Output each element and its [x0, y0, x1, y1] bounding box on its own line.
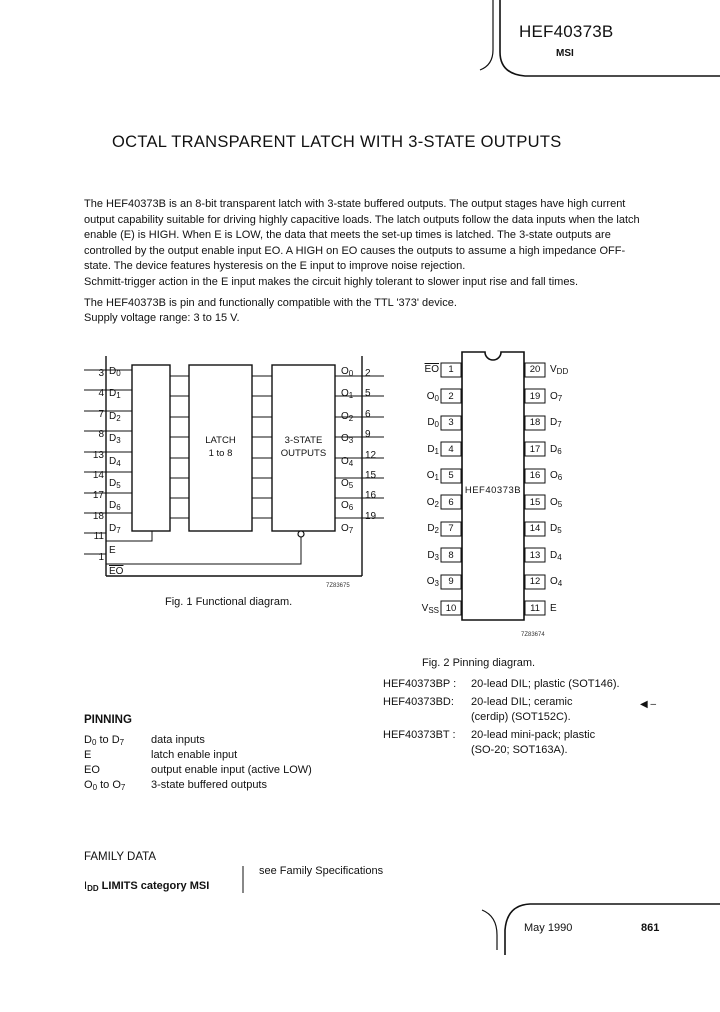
package-item	[383, 695, 620, 710]
pinning-desc: 3-state buffered outputs	[151, 779, 267, 791]
input-label-d4: $D_4$	[109, 455, 121, 468]
pin-name: $O_3$	[426, 576, 439, 588]
pinning-diagram	[415, 350, 595, 650]
pinning-key: EO	[84, 764, 100, 776]
pin-number: 17	[529, 443, 541, 455]
output-label-o4: $O_4$	[341, 455, 354, 468]
output-label-o3: $O_3$	[341, 433, 354, 446]
pinning-desc: data inputs	[151, 734, 205, 746]
pinning-row	[84, 764, 312, 776]
input-label-eo: $\overline{EO}$	[109, 565, 124, 577]
pin-number: 9	[448, 576, 454, 587]
pinning-heading: PINNING	[84, 714, 132, 726]
pin-name: $D_3$	[427, 549, 439, 562]
pin-number: 4	[98, 388, 104, 400]
pinning-key: $D_0$ to $D_7$	[84, 734, 125, 747]
pin-number: 3	[448, 417, 454, 428]
pin-number: 19	[365, 510, 377, 522]
latch-label: LATCH	[205, 435, 236, 446]
package-part: HEF40373BD:	[383, 696, 454, 708]
figure-code: 7Z83675	[326, 583, 350, 589]
figure-code: 7Z83674	[521, 632, 545, 638]
pin-number: 6	[448, 496, 454, 508]
input-label-d5: $D_5$	[109, 478, 121, 491]
pin-name: $O_5$	[550, 496, 563, 509]
pin-name: $D_4$	[550, 549, 562, 562]
category-label: MSI	[556, 48, 574, 59]
fig1-caption: Fig. 1 Functional diagram.	[165, 596, 293, 608]
pin-name: $V_{SS}$	[421, 602, 439, 615]
package-item-cont	[383, 710, 620, 725]
functional-diagram	[84, 356, 384, 606]
pin-name: $O_2$	[426, 496, 439, 509]
right-pin-names	[550, 363, 568, 628]
pinning-row	[84, 749, 237, 761]
pin-number: 7	[98, 408, 104, 420]
latch-range-label: 1 to 8	[208, 448, 233, 459]
left-pin-names	[415, 363, 439, 628]
pin-number: 2	[365, 368, 371, 379]
input-label-d3: $D_3$	[109, 433, 121, 446]
pin-number: 19	[529, 390, 541, 402]
output-block-label	[272, 434, 335, 460]
part-number: HEF40373B	[519, 22, 614, 41]
description-p4: Supply voltage range: 3 to 15 V.	[84, 312, 240, 325]
input-pin-numbers	[88, 364, 104, 568]
chip-label: HEF40373B	[464, 485, 522, 496]
package-part: HEF40373BP :	[383, 678, 457, 690]
pin-name: $D_0$	[427, 417, 439, 429]
idd-limits-label: $I_{DD}$ LIMITS category MSI	[84, 880, 210, 893]
right-pin-numbers	[525, 363, 545, 628]
pin-number: 16	[365, 490, 377, 502]
pinning-row	[84, 734, 205, 747]
pin-number: 1	[98, 551, 104, 563]
input-label-d7: $D_7$	[109, 522, 121, 535]
pinning-row	[84, 779, 267, 792]
pin-name: $O_4$	[550, 576, 563, 588]
pin-name: $D_5$	[550, 523, 562, 535]
pin-name: $O_6$	[550, 470, 563, 482]
pin-name: $D_1$	[427, 443, 439, 456]
output-labels	[341, 362, 353, 541]
fig2-caption: Fig. 2 Pinning diagram.	[422, 657, 536, 669]
pin-number: 10	[445, 602, 457, 614]
pin-name: $O_0$	[426, 390, 439, 403]
pin-number: 15	[529, 496, 541, 508]
output-label: 3-STATE	[284, 435, 323, 446]
footer-date: May 1990	[524, 922, 573, 934]
pin-name: $D_6$	[550, 443, 562, 456]
pin-number: 9	[365, 429, 371, 441]
package-desc: 20-lead DIL; plastic (SOT146).	[471, 678, 620, 690]
functional-diagram-lines	[84, 356, 384, 596]
output-label-2: OUTPUTS	[280, 448, 327, 459]
pin-number: 8	[448, 549, 454, 561]
document-title: OCTAL TRANSPARENT LATCH WITH 3-STATE OUTPUTS	[112, 133, 562, 151]
description-p1: The HEF40373B is an 8-bit transparent latch with 3-state buffered outputs. The output stages have high current output capability suitable for driving highly capacitive loads. The latch outputs follow the data inputs when the latch enable (E) is HIGH. When E is LOW, the data that meets the set-up times is latched. The 3-state outputs are controlled by the output enable input EO. A HIGH on EO causes the outputs to assume a high impedance OFF-state. The device features hysteresis on the E input to improve noise rejection.	[84, 198, 640, 273]
package-item-cont	[383, 743, 620, 758]
pin-number: 12	[365, 449, 377, 461]
pinning-key: $O_0$ to $O_7$	[84, 779, 126, 792]
package-desc: 20-lead DIL; ceramic	[471, 696, 573, 708]
pin-name: $D_7$	[550, 417, 562, 429]
pin-number: 18	[529, 417, 541, 428]
pin-number: 18	[92, 510, 104, 522]
pin-number: 14	[529, 523, 541, 534]
pin-name: $\overline{EO}$	[424, 364, 439, 375]
margin-arrow-icon: ◀ –	[640, 699, 657, 710]
pin-number: 15	[365, 470, 377, 482]
pinning-key: E	[84, 749, 92, 761]
pin-number: 12	[529, 576, 541, 587]
input-label-e: E	[109, 545, 116, 557]
output-label-o0: $O_0$	[341, 366, 354, 378]
pin-number: 5	[448, 470, 454, 481]
description-p2: Schmitt-trigger action in the E input makes the circuit highly tolerant to slower input rise and fall times.	[84, 275, 579, 288]
pin-name: E	[550, 602, 557, 614]
package-item	[383, 728, 620, 743]
pin-name: $O_1$	[426, 470, 439, 482]
pin-number: 11	[530, 602, 540, 614]
family-spec-reference: see Family Specifications	[259, 865, 384, 877]
output-label-o2: $O_2$	[341, 410, 354, 423]
package-desc: (cerdip) (SOT152C).	[471, 711, 571, 723]
pinning-desc: latch enable input	[151, 749, 238, 761]
package-desc: (SO-20; SOT163A).	[471, 744, 568, 756]
input-label-d0: $D_0$	[109, 366, 121, 378]
pin-number: 20	[529, 364, 541, 375]
family-data-heading: FAMILY DATA	[84, 851, 156, 863]
package-desc: 20-lead mini-pack; plastic	[471, 729, 596, 741]
output-label-o5: $O_5$	[341, 478, 354, 491]
input-label-d1: $D_1$	[109, 388, 121, 401]
input-labels	[109, 362, 123, 582]
package-item	[383, 677, 620, 692]
pin-number: 4	[448, 443, 454, 455]
pin-number: 1	[448, 364, 454, 375]
pin-number: 7	[448, 523, 454, 534]
input-label-d6: $D_6$	[109, 500, 121, 513]
package-part: HEF40373BT :	[383, 729, 456, 741]
output-pin-numbers	[365, 364, 376, 527]
pin-number: 5	[365, 388, 371, 400]
pin-name: $V_{DD}$	[550, 364, 569, 376]
pin-number: 17	[92, 490, 104, 502]
pin-number: 6	[365, 408, 371, 420]
output-label-o1: $O_1$	[341, 388, 354, 401]
output-label-o6: $O_6$	[341, 500, 354, 513]
description-p3: The HEF40373B is pin and functionally compatible with the TTL '373' device.	[84, 296, 457, 309]
left-pin-numbers	[441, 363, 461, 628]
description	[84, 197, 644, 327]
input-label-d2: $D_2$	[109, 410, 121, 423]
pin-number: 11	[93, 531, 104, 543]
pinning-desc: output enable input (active LOW)	[151, 764, 312, 776]
pin-number: 14	[92, 470, 104, 482]
pin-number: 16	[529, 470, 541, 481]
pin-name: $O_7$	[550, 390, 563, 403]
package-list	[383, 677, 620, 758]
pin-number: 13	[529, 549, 541, 561]
output-label-o7: $O_7$	[341, 522, 354, 535]
pin-number: 2	[448, 390, 454, 402]
page-number: 861	[641, 922, 660, 934]
pin-number: 13	[92, 449, 104, 461]
latch-block-label	[189, 434, 252, 460]
pin-number: 3	[98, 368, 104, 379]
pin-name: $D_2$	[427, 523, 439, 535]
pin-number: 8	[98, 429, 104, 441]
